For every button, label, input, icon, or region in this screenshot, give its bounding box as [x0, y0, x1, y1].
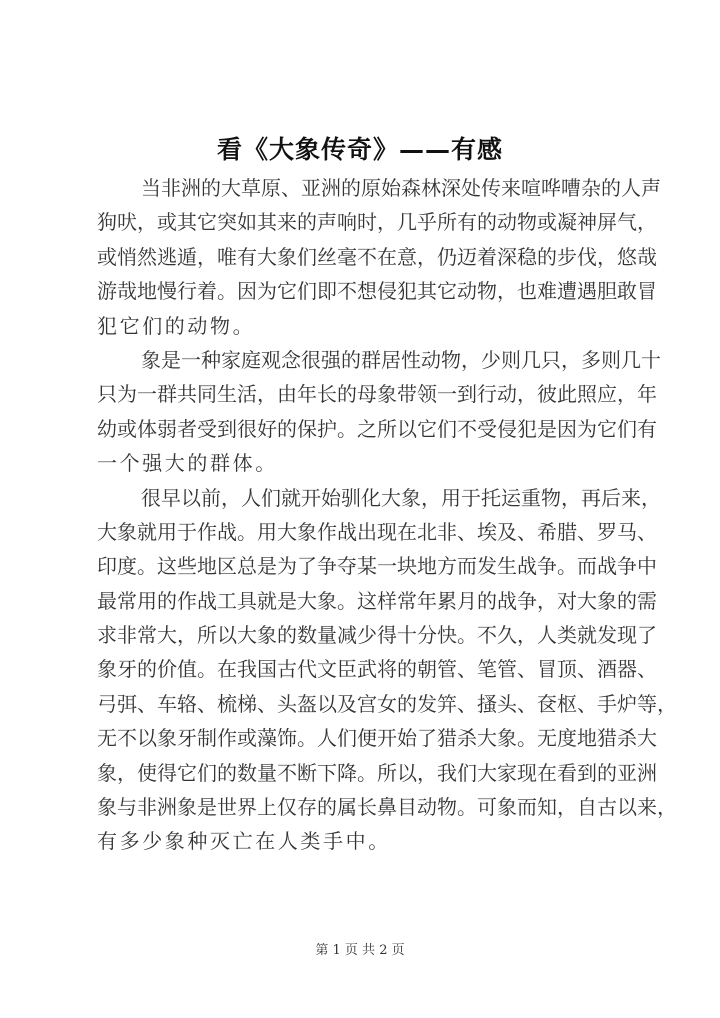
text-line: 狗吠，或其它突如其来的声响时，几乎所有的动物或凝神屏气， [97, 210, 657, 235]
text-line: 弓弭、车辂、梳梯、头盔以及宫女的发笄、搔头、奁枢、手炉等， [97, 691, 677, 716]
text-line: 很早以前，人们就开始驯化大象，用于托运重物，再后来， [141, 485, 661, 510]
text-line: 无不以象牙制作或藻饰。人们便开始了猎杀大象。无度地猎杀大 [97, 726, 657, 751]
text-line: 犯它们的动物。 [97, 313, 256, 338]
paragraph [97, 343, 661, 481]
text-line: 象是一种家庭观念很强的群居性动物，少则几只，多则几十 [141, 347, 661, 372]
text-line: 有多少象种灭亡在人类手中。 [97, 829, 391, 854]
paragraph [97, 481, 677, 859]
paragraph [97, 171, 661, 343]
text-line: 象，使得它们的数量不断下降。所以，我们大家现在看到的亚洲 [97, 760, 657, 785]
text-line: 当非洲的大草原、亚洲的原始森林深处传来喧哗嘈杂的人声 [141, 176, 661, 200]
text-line: 游哉地慢行着。因为它们即不想侵犯其它动物，也难遭遇胆敢冒 [97, 279, 657, 304]
text-line: 象与非洲象是世界上仅存的属长鼻目动物。可象而知，自古以来， [97, 795, 677, 820]
page-number: 第 1 页 共 2 页 [315, 943, 405, 958]
text-line: 幼或体弱者受到很好的保护。之所以它们不受侵犯是因为它们有 [97, 416, 657, 441]
text-line: 求非常大，所以大象的数量减少得十分快。不久，人类就发现了 [97, 623, 657, 648]
text-line: 大象就用于作战。用大象作战出现在北非、埃及、希腊、罗马、 [97, 519, 657, 544]
text-line: 一个强大的群体。 [97, 451, 278, 476]
document-title: 看《大象传奇》——有感 [216, 135, 503, 164]
text-line: 最常用的作战工具就是大象。这样常年累月的战争，对大象的需 [97, 588, 657, 613]
text-line: 印度。这些地区总是为了争夺某一块地方而发生战争。而战争中 [97, 554, 657, 579]
text-line: 象牙的价值。在我国古代文臣武将的朝管、笔管、冒顶、酒器、 [97, 657, 657, 682]
document-body [97, 171, 677, 859]
text-line: 只为一群共同生活，由年长的母象带领一到行动，彼此照应，年 [97, 382, 657, 407]
text-line: 或悄然逃遁，唯有大象们丝毫不在意，仍迈着深稳的步伐，悠哉 [97, 244, 657, 269]
